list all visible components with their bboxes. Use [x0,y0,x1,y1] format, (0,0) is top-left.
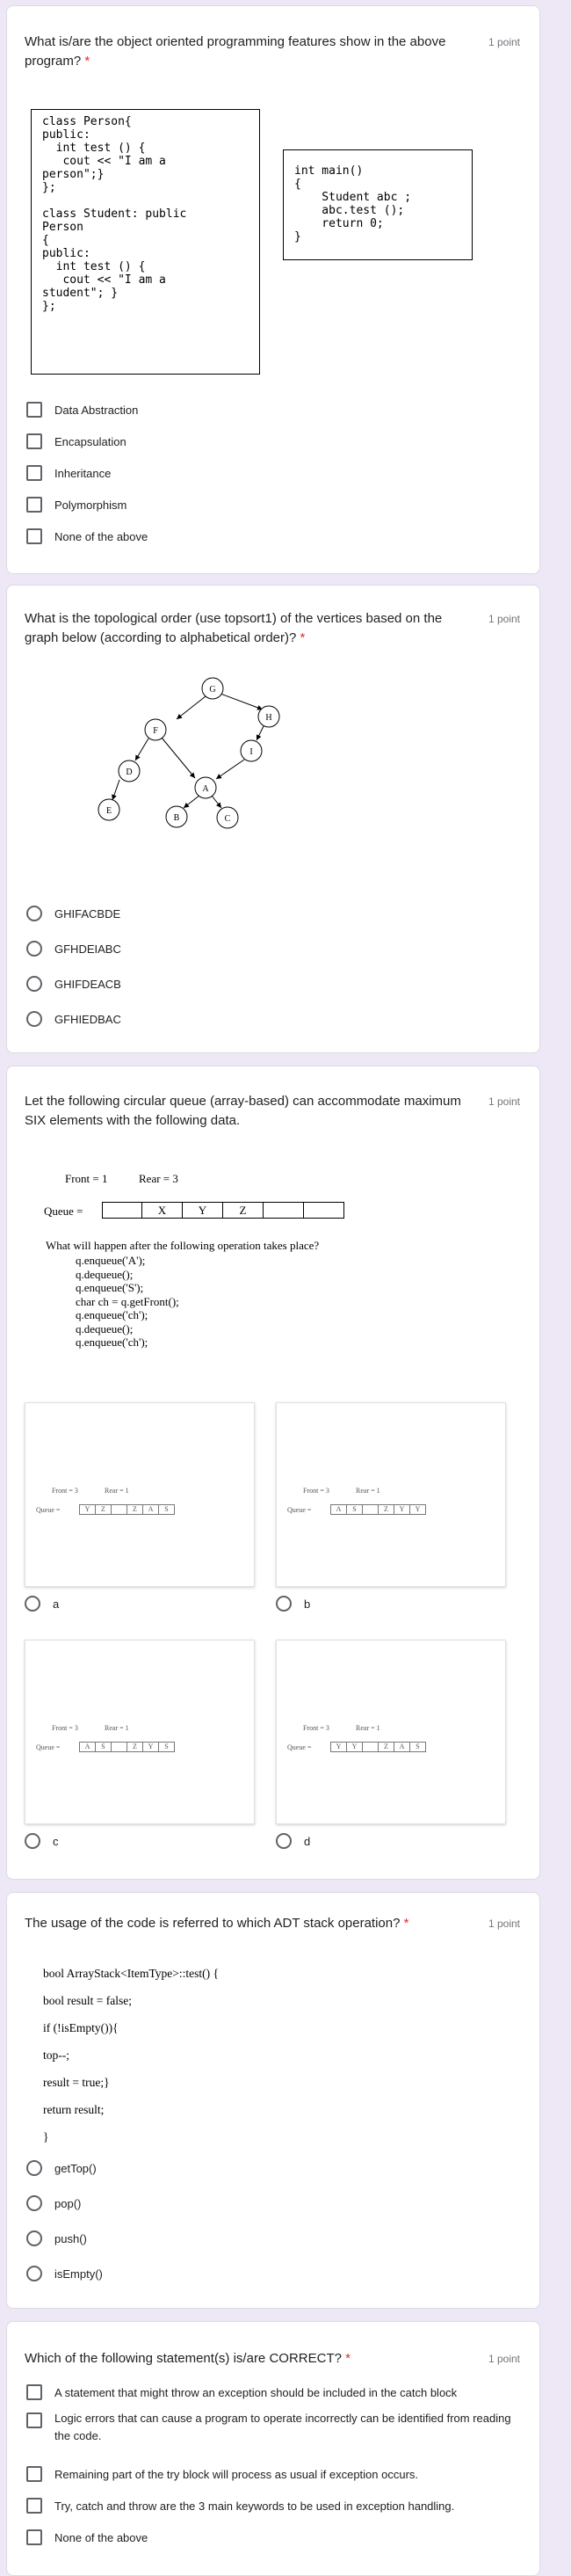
option-label: GFHIEDBAC [54,1012,121,1026]
mini-front: Front = 3 [52,1724,78,1732]
option-none[interactable] [26,2527,148,2548]
mini-rear: Rear = 1 [105,1724,129,1732]
option-label: None of the above [54,529,148,543]
mini-cell [362,1504,379,1515]
radio-button[interactable] [25,1596,40,1612]
graph-node-b: B [173,813,180,823]
points-label: 1 point [488,613,520,625]
operation-line: q.enqueue('S'); [76,1281,144,1294]
choice-image-b[interactable] [276,1402,506,1587]
mini-cell: S [158,1504,175,1515]
checkbox[interactable] [26,433,42,449]
checkbox[interactable] [26,465,42,481]
code-line: } [43,2130,49,2143]
graph-node-g: G [209,685,216,695]
option-isempty[interactable] [26,2263,103,2284]
mini-cell: S [158,1742,175,1752]
option-ghifdeacb[interactable] [26,973,121,994]
radio-button[interactable] [26,2195,42,2211]
mini-cell: Z [378,1742,394,1752]
code-snippet [43,1960,219,2150]
question-title: Let the following circular queue (array-based) can accommodate maximum SIX elements with the following data. [25,1094,461,1128]
rear-value: Rear = 3 [139,1172,178,1185]
option-label: Encapsulation [54,434,126,448]
directed-graph [77,676,306,878]
code-line: top--; [43,2048,69,2062]
points-label: 1 point [488,1917,520,1930]
front-value: Front = 1 [65,1172,108,1185]
option-label: None of the above [54,2530,148,2544]
queue-cell: Y [183,1202,223,1219]
mini-cell: A [79,1742,96,1752]
checkbox[interactable] [26,2412,42,2428]
mini-cell: S [95,1742,112,1752]
graph-node-e: E [105,806,112,816]
checkbox[interactable] [26,402,42,418]
radio-button[interactable] [26,976,42,992]
option-data-abstraction[interactable] [26,399,138,420]
mini-queue [80,1742,175,1752]
queue-label: Queue = [44,1204,83,1218]
checkbox[interactable] [26,2498,42,2514]
question-title: What is/are the object oriented programming features show in the above program? * [25,34,446,69]
code-block-main: int main() { Student abc ; abc.test (); return 0; } [283,149,473,260]
checkbox[interactable] [26,2529,42,2545]
question-card-topsort [6,585,540,1053]
required-mark: * [300,630,306,645]
option-push[interactable] [26,2228,87,2249]
question-title: Which of the following statement(s) is/are CORRECT? * [25,2351,351,2366]
code-line: bool result = false; [43,1994,132,2007]
mini-queue-label: Queue = [287,1506,312,1514]
checkbox[interactable] [26,2466,42,2482]
option-label: pop() [54,2196,82,2210]
mini-cell: Y [79,1504,96,1515]
option-label: GFHDEIABC [54,942,121,956]
checkbox[interactable] [26,2384,42,2400]
option-label: Remaining part of the try block will process as usual if exception occurs. [54,2467,419,2481]
required-mark: * [345,2351,351,2366]
option-statement-3[interactable] [26,2463,418,2485]
option-label: getTop() [54,2161,97,2175]
mini-cell: Z [378,1504,394,1515]
radio-button[interactable] [276,1596,292,1612]
queue-cell: Z [223,1202,264,1219]
option-label: Polymorphism [54,498,127,512]
mini-cell: Z [126,1742,143,1752]
points-label: 1 point [488,1095,520,1108]
option-statement-2[interactable] [26,2410,511,2449]
operations-prompt: What will happen after the following operation takes place? [46,1239,320,1252]
mini-front: Front = 3 [52,1487,78,1495]
mini-queue-label: Queue = [36,1743,61,1751]
choice-image-a[interactable] [25,1402,255,1587]
option-polymorphism[interactable] [26,494,126,515]
required-mark: * [403,1916,409,1931]
operation-line: char ch = q.getFront(); [76,1294,179,1308]
queue-cell [304,1202,344,1219]
graph-node-d: D [126,768,133,777]
mini-queue [331,1504,426,1515]
option-label: Try, catch and throw are the 3 main keywords to be used in exception handling. [54,2499,455,2513]
graph-node-i: I [249,747,253,757]
option-statement-4[interactable] [26,2495,454,2516]
mini-front: Front = 3 [303,1487,329,1495]
mini-rear: Rear = 1 [356,1724,380,1732]
choice-image-d[interactable] [276,1640,506,1824]
mini-cell: S [409,1742,426,1752]
queue-array [102,1202,344,1219]
option-pop[interactable] [26,2193,81,2214]
operation-line: q.dequeue(); [76,1321,134,1335]
mini-front: Front = 3 [303,1724,329,1732]
mini-cell: A [330,1504,347,1515]
graph-node-a: A [202,784,209,794]
question-card-oop [6,5,540,574]
mini-cell [362,1742,379,1752]
mini-cell: Y [346,1742,363,1752]
radio-button[interactable] [26,906,42,921]
mini-cell: S [346,1504,363,1515]
option-label: b [304,1597,311,1611]
option-label: GHIFACBDE [54,906,121,921]
option-label: Data Abstraction [54,403,139,417]
question-card-exceptions [6,2321,540,2576]
operation-line: q.enqueue('ch'); [76,1308,148,1321]
radio-button[interactable] [26,2230,42,2246]
radio-button[interactable] [26,1011,42,1027]
option-label: a [53,1597,60,1611]
option-a[interactable] [25,1596,59,1612]
code-line: bool ArrayStack<ItemType>::test() { [43,1967,219,1980]
option-gettop[interactable] [26,2158,97,2179]
radio-button[interactable] [26,941,42,957]
queue-cell [102,1202,142,1219]
question-card-circular-queue [6,1066,540,1880]
radio-button[interactable] [26,2160,42,2176]
queue-cell [264,1202,304,1219]
mini-cell: Y [142,1742,159,1752]
mini-cell: Y [409,1504,426,1515]
mini-cell: A [142,1504,159,1515]
option-label: A statement that might throw an exception should be included in the catch block [54,2385,458,2399]
mini-queue-label: Queue = [287,1743,312,1751]
queue-cell: X [142,1202,183,1219]
operation-line: q.enqueue('A'); [76,1254,146,1267]
graph-node-h: H [265,713,272,723]
checkbox[interactable] [26,528,42,544]
mini-queue-label: Queue = [36,1506,61,1514]
option-ghifacbde[interactable] [26,903,120,924]
operation-line: q.dequeue(); [76,1267,134,1281]
code-block-classes: class Person{ public: int test () { cout << "I am a person";} }; class Student: public Person { public: int test () { cout << "I am a student"; } }; [31,109,260,375]
points-label: 1 point [488,2353,520,2365]
operations-list [76,1254,179,1350]
option-label: Logic errors that can cause a program to operate incorrectly can be identified from reading the code. [54,2412,511,2442]
question-title: What is the topological order (use topsort1) of the vertices based on the graph below (according to alphabetical order)? * [25,611,443,645]
graph-node-c: C [224,814,231,824]
option-encapsulation[interactable] [26,431,126,452]
mini-rear: Rear = 1 [356,1487,380,1495]
radio-button[interactable] [26,2266,42,2281]
points-label: 1 point [488,36,520,48]
mini-cell: Y [394,1504,410,1515]
option-d[interactable] [276,1833,310,1849]
code-line: if (!isEmpty()){ [43,2021,119,2034]
mini-cell: A [394,1742,410,1752]
option-b[interactable] [276,1596,310,1612]
radio-button[interactable] [276,1833,292,1849]
mini-cell: Y [330,1742,347,1752]
option-c[interactable] [25,1833,59,1849]
mini-queue [331,1742,426,1752]
mini-rear: Rear = 1 [105,1487,129,1495]
question-title: The usage of the code is referred to which ADT stack operation? * [25,1916,409,1931]
operation-line: q.enqueue('ch'); [76,1335,148,1349]
code-line: return result; [43,2103,105,2116]
option-gfhdeiabc[interactable] [26,938,121,959]
radio-button[interactable] [25,1833,40,1849]
choice-image-c[interactable] [25,1640,255,1824]
option-none[interactable] [26,526,148,547]
mini-cell [111,1504,127,1515]
option-statement-1[interactable] [26,2382,457,2403]
option-label: Inheritance [54,466,112,480]
option-label: isEmpty() [54,2267,103,2281]
option-label: GHIFDEACB [54,977,121,991]
mini-queue [80,1504,175,1515]
required-mark: * [84,54,90,69]
option-gfhiedbac[interactable] [26,1008,121,1030]
option-label: d [304,1834,311,1848]
mini-cell: Z [126,1504,143,1515]
option-label: c [53,1834,59,1848]
option-label: push() [54,2231,87,2245]
mini-cell: Z [95,1504,112,1515]
code-line: result = true;} [43,2076,110,2089]
question-card-stack-operation [6,1892,540,2309]
checkbox[interactable] [26,497,42,513]
mini-cell [111,1742,127,1752]
graph-node-f: F [153,726,158,736]
option-inheritance[interactable] [26,462,111,484]
